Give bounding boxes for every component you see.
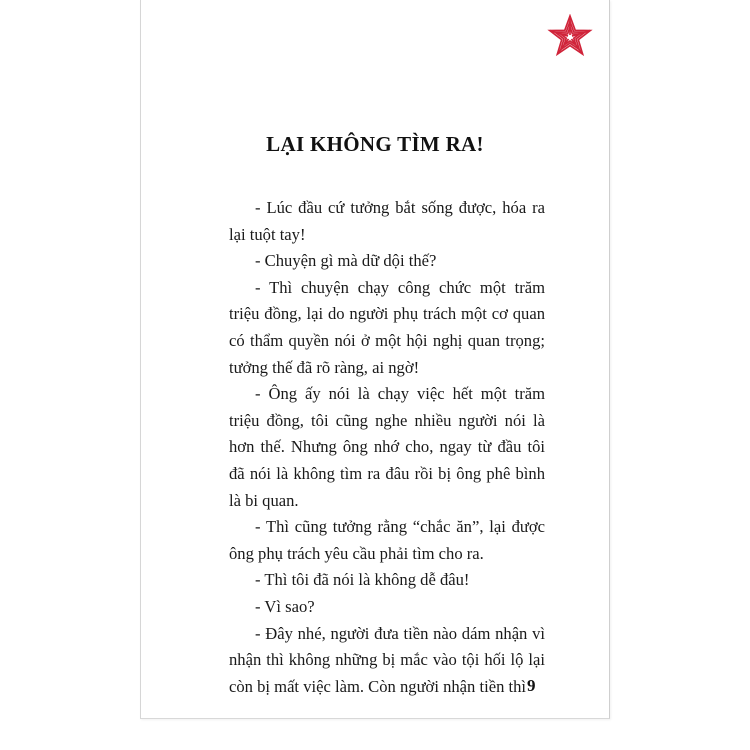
- paragraph: - Thì chuyện chạy công chức một trăm triệu đồng, lại do người phụ trách một cơ quan có thẩm quyền nói ở một hội nghị quan trọng; tưởng thế đã rõ ràng, ai ngờ!: [229, 277, 545, 377]
- body-text: [229, 195, 545, 700]
- paragraph: - Vì sao?: [255, 596, 315, 616]
- paragraph: - Đây nhé, người đưa tiền nào dám nhận vì nhận thì không những bị mắc vào tội hối lộ lại còn bị mất việc làm. Còn người nhận tiền thì: [229, 623, 545, 696]
- paragraph: - Lúc đầu cứ tưởng bắt sống được, hóa ra lại tuột tay!: [229, 198, 545, 244]
- page-number: 9: [527, 676, 536, 695]
- paragraph: - Thì cũng tưởng rằng “chắc ăn”, lại được ông phụ trách yêu cầu phải tìm cho ra.: [229, 517, 545, 563]
- paragraph: - Ông ấy nói là chạy việc hết một trăm triệu đồng, tôi cũng nghe nhiều người nói là hơn thế. Nhưng ông nhớ cho, ngay từ đầu tôi đã nói là không tìm ra đâu rồi bị ông phê bình là bi quan.: [229, 384, 545, 510]
- paragraph: - Chuyện gì mà dữ dội thế?: [255, 251, 437, 271]
- book-page: [140, 0, 610, 719]
- chapter-title: LẠI KHÔNG TÌM RA!: [266, 132, 484, 156]
- paragraph: - Thì tôi đã nói là không dễ đâu!: [255, 570, 470, 590]
- star-logo-icon: [547, 14, 593, 60]
